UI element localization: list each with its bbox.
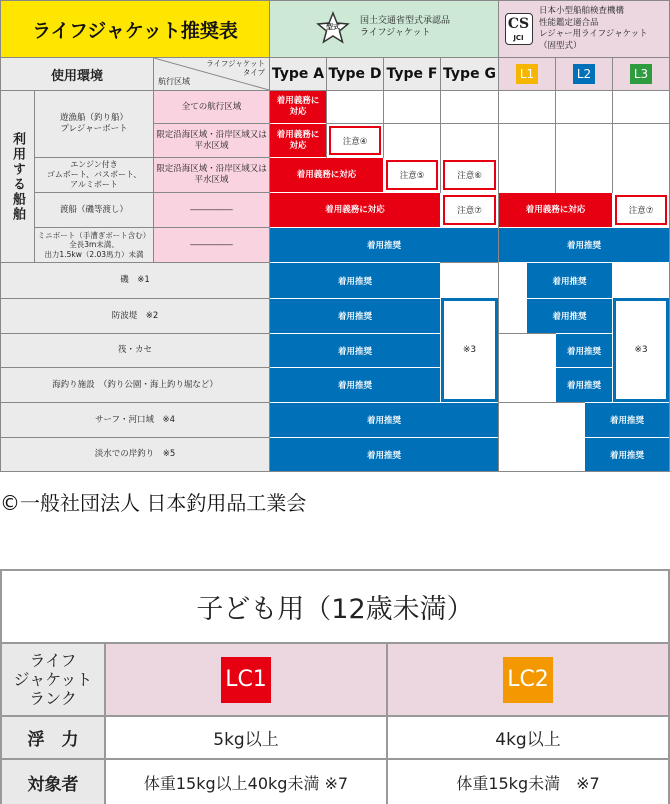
cell-recommended: 着用推奨 (527, 299, 612, 333)
grid-line (612, 91, 613, 193)
target-label: 対象者 (2, 760, 104, 804)
env-row-6: 防波堤 ※2 (1, 299, 269, 333)
lc1-buoyancy: 5kg以上 (106, 717, 386, 758)
rank-header-cell: ライフ ジャケット ランク (2, 644, 104, 715)
cell-recommended: 着用推奨 (270, 403, 498, 437)
cell-mandatory: 着用義務に対応 (499, 193, 612, 227)
type-f-header: Type F (384, 58, 440, 90)
row-divider (440, 262, 498, 263)
cell-note-5: 注意⑤ (386, 160, 438, 190)
cell-recommended: 着用推奨 (270, 263, 440, 298)
cell-recommended: 着用推奨 (270, 299, 440, 333)
env-row-9: サーフ・河口域 ※4 (1, 403, 269, 437)
env-row-3: 渡船（磯等渡し） (35, 193, 153, 227)
env-row-7: 筏・カセ (1, 334, 269, 367)
cell-note-7: 注意⑦ (443, 195, 496, 225)
side-label-text: 利用する船舶 (10, 131, 25, 222)
env-row-4: ミニボート（手漕ぎボート含む） 全長3m未満、 出力1.5kw（2.03馬力）未満 (35, 228, 153, 262)
side-label (1, 91, 34, 262)
cert-mlit-text: 国土交通省型式承認品 ライフジャケット (360, 16, 451, 38)
rank-l1-header (499, 58, 555, 90)
area-cell-5: ――――― (154, 228, 269, 262)
cell-note-7: 注意⑦ (615, 195, 667, 225)
cell-recommended: 着用推奨 (585, 403, 669, 437)
env-row-2: エンジン付き ゴムボート、バスボート、 アルミボート (35, 158, 153, 192)
grid-line (383, 91, 384, 158)
rank-l2-header (556, 58, 612, 90)
cert-jci-text: 日本小型船舶検査機構 性能鑑定適合品 レジャー用ライフジャケット （固型式） (539, 6, 648, 51)
child-table-title: 子ども用（12歳未満） (2, 571, 668, 642)
grid-line (326, 91, 327, 158)
grid-line (440, 91, 441, 193)
cert-mlit (270, 1, 498, 57)
child-table (0, 569, 670, 804)
env-row-8: 海釣り施設 （釣り公園・海上釣り堀など） (1, 368, 269, 402)
cell-note-3: ※3 (613, 298, 669, 402)
mlit-badge-text: 型式 (326, 23, 340, 31)
env-row-1: 遊漁船（釣り船） プレジャーボート (35, 91, 153, 157)
rank-l3-badge: L3 (630, 64, 652, 84)
cell-recommended: 着用推奨 (556, 368, 612, 402)
type-a-header: Type A (270, 58, 326, 90)
lc1-badge: LC1 (221, 657, 271, 703)
area-label: 航行区域 (158, 77, 190, 86)
rank-l2-badge: L2 (573, 64, 595, 84)
env-header: 使用環境 (1, 58, 153, 90)
area-cell-3: 限定沿海区域・沿岸区域又は 平水区域 (154, 158, 269, 192)
rank-l3-header (613, 58, 669, 90)
cell-note-6: 注意⑥ (443, 160, 496, 190)
lc2-buoyancy: 4kg以上 (388, 717, 668, 758)
lc1-target: 体重15kg以上40kg未満 ※7 (106, 760, 386, 804)
cell-note-4: 注意④ (329, 126, 381, 155)
table-title: ライフジャケット推奨表 (1, 1, 269, 57)
cert-jci (499, 1, 669, 57)
jci-badge-sub: JCI (513, 34, 524, 42)
lc2-header (388, 644, 668, 715)
cell-mandatory: 着用義務に対応 (270, 193, 440, 227)
cell-recommended: 着用推奨 (585, 438, 669, 471)
type-d-header: Type D (327, 58, 383, 90)
cell-note-3: ※3 (441, 298, 498, 402)
row-divider (499, 402, 585, 403)
jci-badge-main: CS (507, 16, 530, 32)
env-row-10: 淡水での岸釣り ※5 (1, 438, 269, 471)
rank-l1-badge: L1 (516, 64, 538, 84)
cell-recommended: 着用推奨 (527, 263, 612, 298)
cell-recommended: 着用推奨 (499, 228, 669, 262)
buoyancy-label: 浮 力 (2, 717, 104, 758)
type-g-header: Type G (441, 58, 498, 90)
lc2-badge: LC2 (503, 657, 553, 703)
cell-recommended: 着用推奨 (270, 228, 498, 262)
jci-badge (505, 13, 533, 45)
area-cell-4: ――――― (154, 193, 269, 227)
row-divider (499, 333, 556, 334)
env-row-5: 磯 ※1 (1, 263, 269, 298)
grid-line (498, 91, 499, 472)
type-area-header (154, 58, 269, 90)
cell-mandatory: 着用義務に 対応 (270, 124, 326, 157)
cell-recommended: 着用推奨 (556, 334, 612, 367)
grid-line (555, 91, 556, 193)
cell-mandatory: 着用義務に 対応 (270, 91, 326, 123)
cell-recommended: 着用推奨 (270, 368, 440, 402)
copyright: ©一般社団法人 日本釣用品工業会 (0, 491, 307, 515)
area-cell-2: 限定沿海区域・沿岸区域又は 平水区域 (154, 124, 269, 157)
cell-recommended: 着用推奨 (270, 334, 440, 367)
type-label: ライフジャケット タイプ (206, 59, 265, 77)
lc2-target: 体重15kg未満 ※7 (388, 760, 668, 804)
lc1-header (106, 644, 386, 715)
cell-recommended: 着用推奨 (270, 438, 498, 471)
cell-mandatory: 着用義務に対応 (270, 158, 383, 192)
area-cell-1: 全ての航行区域 (154, 91, 269, 123)
